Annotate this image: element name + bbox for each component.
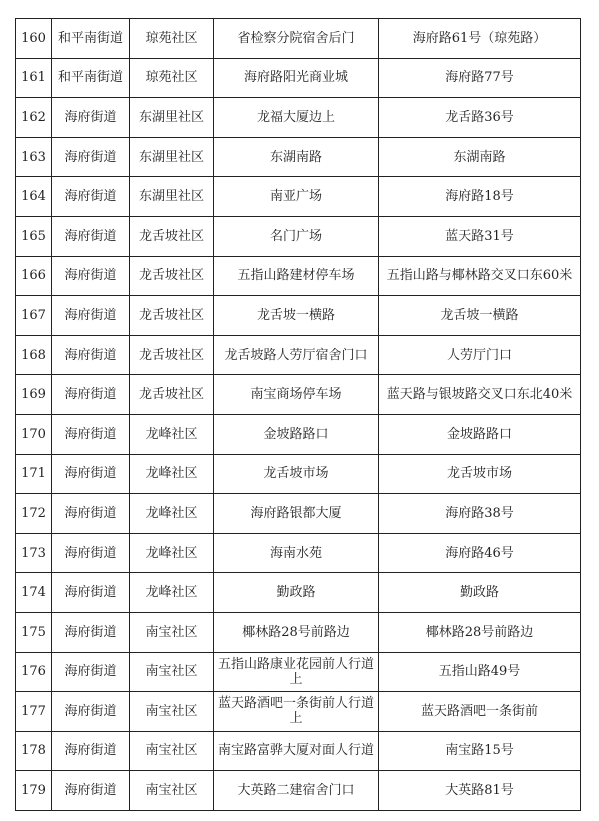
community-cell: 龙舌坡社区 bbox=[130, 375, 214, 415]
address-cell: 勤政路 bbox=[379, 573, 581, 613]
table-row bbox=[16, 612, 581, 652]
location-cell: 海府路阳光商业城 bbox=[214, 58, 379, 98]
location-cell: 五指山路建材停车场 bbox=[214, 256, 379, 296]
community-cell: 龙舌坡社区 bbox=[130, 335, 214, 375]
table-row bbox=[16, 533, 581, 573]
street-cell: 海府街道 bbox=[52, 137, 130, 177]
row-number: 164 bbox=[16, 177, 52, 217]
address-cell: 人劳厅门口 bbox=[379, 335, 581, 375]
address-cell: 海府路38号 bbox=[379, 494, 581, 534]
row-number: 161 bbox=[16, 58, 52, 98]
community-cell: 南宝社区 bbox=[130, 731, 214, 771]
address-cell: 蓝天路酒吧一条街前 bbox=[379, 692, 581, 732]
street-cell: 海府街道 bbox=[52, 731, 130, 771]
community-cell: 东湖里社区 bbox=[130, 177, 214, 217]
table-row bbox=[16, 335, 581, 375]
street-cell: 和平南街道 bbox=[52, 19, 130, 59]
table-row bbox=[16, 19, 581, 59]
community-cell: 龙峰社区 bbox=[130, 454, 214, 494]
table-row bbox=[16, 771, 581, 811]
table-row bbox=[16, 454, 581, 494]
table-row bbox=[16, 573, 581, 613]
community-cell: 南宝社区 bbox=[130, 612, 214, 652]
street-cell: 海府街道 bbox=[52, 652, 130, 692]
street-cell: 海府街道 bbox=[52, 692, 130, 732]
address-cell: 龙舌坡一横路 bbox=[379, 296, 581, 336]
location-cell: 大英路二建宿舍门口 bbox=[214, 771, 379, 811]
street-cell: 海府街道 bbox=[52, 98, 130, 138]
street-cell: 海府街道 bbox=[52, 177, 130, 217]
community-cell: 东湖里社区 bbox=[130, 137, 214, 177]
community-cell: 琼苑社区 bbox=[130, 58, 214, 98]
row-number: 163 bbox=[16, 137, 52, 177]
community-cell: 南宝社区 bbox=[130, 692, 214, 732]
community-cell: 南宝社区 bbox=[130, 652, 214, 692]
community-cell: 龙峰社区 bbox=[130, 414, 214, 454]
row-number: 162 bbox=[16, 98, 52, 138]
address-cell: 大英路81号 bbox=[379, 771, 581, 811]
table-row bbox=[16, 296, 581, 336]
address-cell: 五指山路与椰林路交叉口东60米 bbox=[379, 256, 581, 296]
location-cell: 海南水苑 bbox=[214, 533, 379, 573]
location-cell: 省检察分院宿舍后门 bbox=[214, 19, 379, 59]
street-cell: 海府街道 bbox=[52, 533, 130, 573]
table-row bbox=[16, 98, 581, 138]
location-cell: 名门广场 bbox=[214, 216, 379, 256]
address-cell: 五指山路49号 bbox=[379, 652, 581, 692]
street-cell: 海府街道 bbox=[52, 612, 130, 652]
street-cell: 海府街道 bbox=[52, 494, 130, 534]
community-cell: 南宝社区 bbox=[130, 771, 214, 811]
address-cell: 蓝天路与银坡路交叉口东北40米 bbox=[379, 375, 581, 415]
location-cell: 龙舌坡路人劳厅宿舍门口 bbox=[214, 335, 379, 375]
street-cell: 海府街道 bbox=[52, 335, 130, 375]
document-page bbox=[15, 18, 581, 811]
community-cell: 龙峰社区 bbox=[130, 494, 214, 534]
location-cell: 东湖南路 bbox=[214, 137, 379, 177]
street-cell: 海府街道 bbox=[52, 296, 130, 336]
row-number: 165 bbox=[16, 216, 52, 256]
row-number: 169 bbox=[16, 375, 52, 415]
address-cell: 海府路46号 bbox=[379, 533, 581, 573]
location-cell: 五指山路康业花园前人行道上 bbox=[214, 652, 379, 692]
street-cell: 和平南街道 bbox=[52, 58, 130, 98]
location-cell: 龙福大厦边上 bbox=[214, 98, 379, 138]
row-number: 168 bbox=[16, 335, 52, 375]
address-cell: 椰林路28号前路边 bbox=[379, 612, 581, 652]
row-number: 179 bbox=[16, 771, 52, 811]
table-row bbox=[16, 256, 581, 296]
community-cell: 龙舌坡社区 bbox=[130, 296, 214, 336]
address-cell: 南宝路15号 bbox=[379, 731, 581, 771]
address-cell: 蓝天路31号 bbox=[379, 216, 581, 256]
location-cell: 南亚广场 bbox=[214, 177, 379, 217]
address-cell: 海府路61号（琼苑路） bbox=[379, 19, 581, 59]
location-cell: 南宝路富骅大厦对面人行道 bbox=[214, 731, 379, 771]
address-cell: 龙舌坡市场 bbox=[379, 454, 581, 494]
community-cell: 东湖里社区 bbox=[130, 98, 214, 138]
street-cell: 海府街道 bbox=[52, 414, 130, 454]
row-number: 166 bbox=[16, 256, 52, 296]
row-number: 173 bbox=[16, 533, 52, 573]
address-cell: 海府路18号 bbox=[379, 177, 581, 217]
street-cell: 海府街道 bbox=[52, 216, 130, 256]
street-cell: 海府街道 bbox=[52, 256, 130, 296]
row-number: 174 bbox=[16, 573, 52, 613]
table-row bbox=[16, 137, 581, 177]
location-cell: 金坡路路口 bbox=[214, 414, 379, 454]
table-row bbox=[16, 414, 581, 454]
table-row bbox=[16, 216, 581, 256]
row-number: 172 bbox=[16, 494, 52, 534]
location-cell: 龙舌坡一横路 bbox=[214, 296, 379, 336]
row-number: 170 bbox=[16, 414, 52, 454]
table-row bbox=[16, 58, 581, 98]
location-cell: 龙舌坡市场 bbox=[214, 454, 379, 494]
location-cell: 南宝商场停车场 bbox=[214, 375, 379, 415]
row-number: 171 bbox=[16, 454, 52, 494]
table-row bbox=[16, 177, 581, 217]
row-number: 175 bbox=[16, 612, 52, 652]
table-row bbox=[16, 731, 581, 771]
address-cell: 龙舌路36号 bbox=[379, 98, 581, 138]
table-body bbox=[16, 19, 581, 811]
row-number: 177 bbox=[16, 692, 52, 732]
location-cell: 勤政路 bbox=[214, 573, 379, 613]
row-number: 176 bbox=[16, 652, 52, 692]
location-cell: 椰林路28号前路边 bbox=[214, 612, 379, 652]
table-row bbox=[16, 494, 581, 534]
street-cell: 海府街道 bbox=[52, 454, 130, 494]
row-number: 178 bbox=[16, 731, 52, 771]
address-cell: 金坡路路口 bbox=[379, 414, 581, 454]
table-row bbox=[16, 692, 581, 732]
row-number: 160 bbox=[16, 19, 52, 59]
table-row bbox=[16, 375, 581, 415]
community-cell: 龙峰社区 bbox=[130, 533, 214, 573]
location-table bbox=[15, 18, 581, 811]
address-cell: 东湖南路 bbox=[379, 137, 581, 177]
table-row bbox=[16, 652, 581, 692]
row-number: 167 bbox=[16, 296, 52, 336]
address-cell: 海府路77号 bbox=[379, 58, 581, 98]
community-cell: 龙峰社区 bbox=[130, 573, 214, 613]
street-cell: 海府街道 bbox=[52, 771, 130, 811]
community-cell: 龙舌坡社区 bbox=[130, 216, 214, 256]
street-cell: 海府街道 bbox=[52, 375, 130, 415]
community-cell: 琼苑社区 bbox=[130, 19, 214, 59]
location-cell: 蓝天路酒吧一条街前人行道上 bbox=[214, 692, 379, 732]
community-cell: 龙舌坡社区 bbox=[130, 256, 214, 296]
location-cell: 海府路银都大厦 bbox=[214, 494, 379, 534]
street-cell: 海府街道 bbox=[52, 573, 130, 613]
